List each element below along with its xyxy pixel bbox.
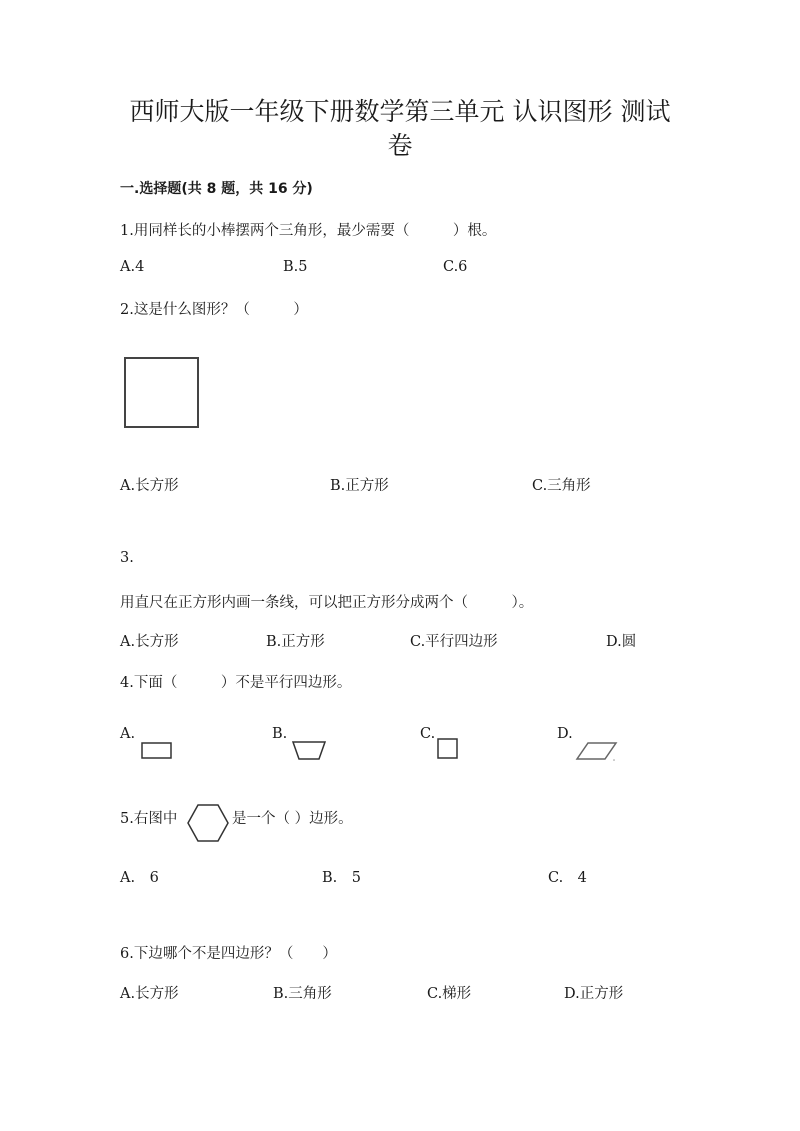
- section-heading: 一.选择题(共 8 题，共 16 分): [120, 181, 313, 197]
- question-1-option-b[interactable]: B.5: [283, 259, 308, 275]
- question-1-option-a[interactable]: A.4: [120, 259, 145, 275]
- question-6-option-d[interactable]: D.正方形: [564, 986, 624, 1002]
- small-square-figure: [437, 738, 459, 760]
- question-5-option-a[interactable]: A. 6: [120, 870, 159, 886]
- title-line-2: 卷: [387, 131, 413, 160]
- question-1-text: 1.用同样长的小棒摆两个三角形，最少需要（ ）根。: [120, 223, 497, 239]
- question-3-option-d[interactable]: D.圆: [606, 634, 637, 650]
- question-3-option-c[interactable]: C.平行四边形: [410, 634, 498, 650]
- question-2-text: 2.这是什么图形？（ ）: [120, 302, 308, 318]
- square-figure: [124, 357, 200, 429]
- hexagon-figure: [186, 804, 230, 844]
- question-6-text: 6.下边哪个不是四边形？（ ）: [120, 946, 337, 962]
- trapezoid-figure: [292, 741, 326, 761]
- question-4-option-d[interactable]: D.: [557, 726, 573, 742]
- question-5-option-b[interactable]: B. 5: [322, 870, 361, 886]
- question-5-text-before: 5.右图中: [120, 811, 178, 827]
- question-2-option-c[interactable]: C.三角形: [532, 478, 591, 494]
- question-2-option-a[interactable]: A.长方形: [120, 478, 179, 494]
- question-3-number: 3.: [120, 550, 134, 566]
- question-5-text-after: 是一个（ ）边形。: [232, 811, 353, 827]
- question-3-option-b[interactable]: B.正方形: [266, 634, 325, 650]
- question-4-option-b[interactable]: B.: [272, 726, 288, 742]
- question-3-text: 用直尺在正方形内画一条线，可以把正方形分成两个（ ）。: [120, 595, 534, 611]
- question-6-option-c[interactable]: C.梯形: [427, 986, 472, 1002]
- question-4-option-c[interactable]: C.: [420, 726, 436, 742]
- title-line-1: 西师大版一年级下册数学第三单元 认识图形 测试: [129, 97, 671, 126]
- question-5-option-c[interactable]: C. 4: [548, 870, 587, 886]
- parallelogram-figure: [576, 742, 618, 762]
- question-6-option-b[interactable]: B.三角形: [273, 986, 332, 1002]
- question-4-option-a[interactable]: A.: [120, 726, 136, 742]
- question-4-text: 4.下面（ ）不是平行四边形。: [120, 675, 352, 691]
- rectangle-figure: [141, 742, 173, 760]
- question-3-option-a[interactable]: A.长方形: [120, 634, 179, 650]
- question-6-option-a[interactable]: A.长方形: [120, 986, 179, 1002]
- question-2-option-b[interactable]: B.正方形: [330, 478, 389, 494]
- question-1-option-c[interactable]: C.6: [443, 259, 468, 275]
